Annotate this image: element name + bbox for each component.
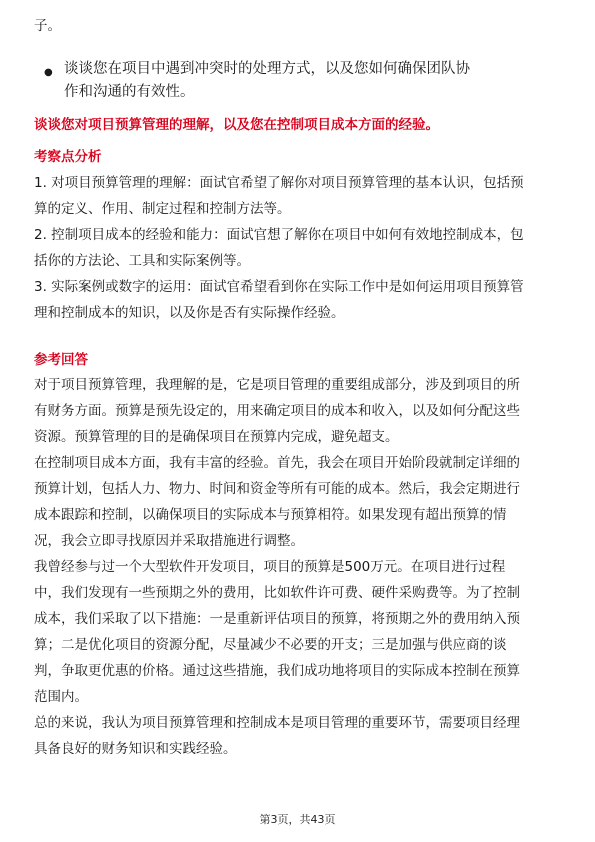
- answer-line: 有财务方面。预算是预先设定的，用来确定项目的成本和收入，以及如何分配这些: [34, 403, 520, 419]
- analysis-item-line: 算的定义、作用、制定过程和控制方法等。: [34, 201, 291, 217]
- answer-line: 预算计划，包括人力、物力、时间和资金等所有可能的成本。然后，我会定期进行: [34, 481, 520, 497]
- answer-line: 范围内。: [34, 689, 88, 705]
- answer-line: 中，我们发现有一些预期之外的费用，比如软件许可费、硬件采购费等。为了控制: [34, 585, 520, 601]
- answer-line: 资源。预算管理的目的是确保项目在预算内完成，避免超支。: [34, 429, 399, 445]
- answer-heading: 参考回答: [34, 352, 88, 368]
- answer-line: 算；二是优化项目的资源分配，尽量减少不必要的开支；三是加强与供应商的谈: [34, 637, 507, 653]
- answer-line: 具备良好的财务知识和实践经验。: [34, 741, 237, 757]
- bullet-line: 谈谈您在项目中遇到冲突时的处理方式，以及您如何确保团队协: [64, 61, 470, 77]
- page-number: 第3页，共43页: [259, 813, 336, 826]
- answer-line: 判，争取更优惠的价格。通过这些措施，我们成功地将项目的实际成本控制在预算: [34, 663, 520, 679]
- analysis-item-line: 理和控制成本的知识，以及你是否有实际操作经验。: [34, 305, 345, 321]
- analysis-item-line: 2. 控制项目成本的经验和能力：面试官想了解你在项目中如何有效地控制成本，包: [34, 227, 524, 243]
- analysis-item-line: 括你的方法论、工具和实际案例等。: [34, 253, 250, 269]
- question-heading: 谈谈您对项目预算管理的理解，以及您在控制项目成本方面的经验。: [34, 117, 439, 133]
- answer-line: 在控制项目成本方面，我有丰富的经验。首先，我会在项目开始阶段就制定详细的: [34, 455, 520, 471]
- bullet-dot-icon: ●: [44, 67, 53, 78]
- analysis-list: [34, 170, 565, 326]
- bullet-item: [46, 58, 566, 104]
- analysis-item-line: 1. 对项目预算管理的理解：面试官希望了解你对项目预算管理的基本认识，包括预: [34, 175, 524, 191]
- analysis-item-line: 3. 实际案例或数字的运用：面试官希望看到你在实际工作中是如何运用项目预算管: [34, 279, 524, 295]
- continuation-text: 子。: [34, 18, 61, 34]
- answer-body: [34, 372, 565, 762]
- answer-line: 我曾经参与过一个大型软件开发项目，项目的预算是500万元。在项目进行过程: [34, 559, 506, 575]
- answer-line: 成本，我们采取了以下措施：一是重新评估项目的预算，将预期之外的费用纳入预: [34, 611, 520, 627]
- bullet-line: 作和沟通的有效性。: [64, 84, 195, 100]
- analysis-heading: 考察点分析: [34, 149, 102, 165]
- answer-line: 成本跟踪和控制，以确保项目的实际成本与预算相符。如果发现有超出预算的情: [34, 507, 507, 523]
- answer-line: 总的来说，我认为项目预算管理和控制成本是项目管理的重要环节，需要项目经理: [34, 715, 520, 731]
- answer-line: 况，我会立即寻找原因并采取措施进行调整。: [34, 533, 304, 549]
- answer-line: 对于项目预算管理，我理解的是，它是项目管理的重要组成部分，涉及到项目的所: [34, 377, 520, 393]
